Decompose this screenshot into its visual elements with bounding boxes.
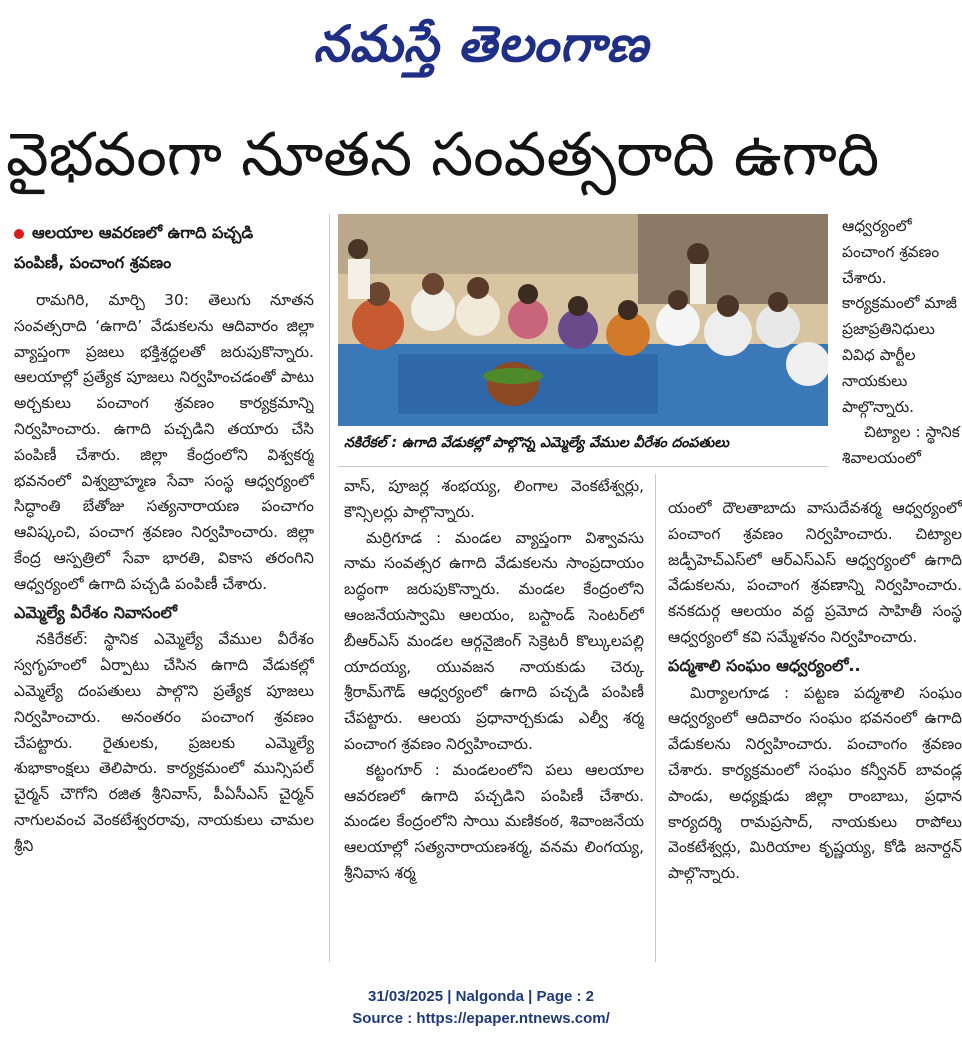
caption-rule — [338, 466, 828, 467]
footer-source-link[interactable]: Source : https://epaper.ntnews.com/ — [352, 1010, 610, 1027]
col3-subheading: పద్మశాలి సంఘం ఆధ్వర్యంలో.. — [668, 655, 861, 675]
column-2 — [344, 474, 644, 962]
col3-top-paragraph-1: ఆధ్వర్యంలో పంచాంగ శ్రవణం చేశారు. కార్యక్రమంలో మాజీ ప్రజాప్రతినిధులు వివిధ పార్టీల నాయకులు పాల్గొన్నారు. — [842, 217, 957, 416]
col3-top-paragraph-2: చిట్యాల : స్థానిక శివాలయంలో — [842, 423, 960, 468]
bullet-icon — [14, 229, 24, 239]
column-divider-2 — [655, 474, 656, 962]
column-3-top — [842, 214, 962, 470]
footer-date-edition: 31/03/2025 | Nalgonda | Page : 2 — [368, 988, 594, 1005]
col2-paragraph-3: కట్టంగూర్ : మండలంలోని పలు ఆలయాల ఆవరణలో ఉగాది పచ్చడిని పంపిణీ చేశారు. మండల కేంద్రంలోని సాయి మణికంఠ, శివాంజనేయ ఆలయాల్లో సత్యనారాయణశర్మ, వనమ లింగయ్య, శ్రీనివాస శర్మ — [344, 760, 644, 882]
col1-subheading: ఎమ్మెల్యే వీరేశం నివాసంలో — [14, 602, 177, 622]
masthead-logo: నమస్తే తెలంగాణ — [313, 15, 649, 73]
col2-paragraph-1: వాస్, పూజర్ల శంభయ్య, లింగాల వెంకటేశ్వర్లు, కౌన్సిలర్లు పాల్గొన్నారు. — [344, 477, 644, 521]
photo-caption: నకిరేకల్ : ఉగాది వేడుకల్లో పాల్గొన్న ఎమ్మెల్యే వేముల వీరేశం దంపతులు — [344, 435, 729, 451]
column-3 — [668, 496, 962, 970]
col2-paragraph-2: మర్రిగూడ : మండల వ్యాప్తంగా విశ్వావసు నామ సంవత్సర ఉగాది వేడుకలను సాంప్రదాయం బద్ధంగా జరుపుకొన్నారు. మండల కేంద్రంలోని ఆంజనేయస్వామి ఆలయం, బస్టాండ్ సెంటర్‌లో బీఆర్ఎస్ మండల ఆర్గనైజింగ్ సెక్రెటరీ కొల్కులపల్లి యాదయ్య, యువజన నాయకుడు చెర్కు శ్రీరామ్‌గౌడ్ ఆధ్వర్యంలో ఉగాది పచ్చడి పంపిణీ చేపట్టారు. ఆలయ ప్రధానార్చకుడు ఎల్వీ శర్మ పంచాంగ శ్రవణం నిర్వహించారు. — [344, 528, 644, 753]
deck-line-1: ఆలయాల ఆవరణలో ఉగాది పచ్చడి — [14, 218, 324, 248]
article-photo — [338, 214, 828, 426]
deck-line-2: పంపిణీ, పంచాంగ శ్రవణం — [14, 253, 172, 272]
article-deck — [14, 218, 324, 278]
col1-paragraph-2: నకిరేకల్: స్థానిక ఎమ్మెల్యే వేముల వీరేశం స్వగృహంలో ఏర్పాటు చేసిన ఉగాది వేడుకల్లో ఎమ్మెల్యే దంపతులు పాల్గొని ప్రత్యేక పూజలు నిర్వహించారు. అనంతరం పంచాంగ శ్రవణం చేపట్టారు. రైతులకు, ప్రజలకు ఎమ్మెల్యే శుభాకాంక్షలు తెలిపారు. కార్యక్రమంలో మున్సిపల్ చైర్మన్ చౌగోని రజిత శ్రీనివాస్, పీఏసీఎస్ చైర్మన్ నాగులవంచ వెంకటేశ్వరరావు, నాయకులు చామల శ్రీని — [14, 630, 314, 855]
col1-paragraph-1: రామగిరి, మార్చి 30: తెలుగు నూతన సంవత్సరాది ‘ఉగాది’ వేడుకలను ఆదివారం జిల్లా వ్యాప్తంగా ప్రజలు భక్తిశ్రద్ధలతో జరుపుకొన్నారు. ఆలయాల్లో ప్రత్యేక పూజలు నిర్వహించడంతో పాటు అర్చకులు పంచాంగ శ్రవణం కార్యక్రమాన్ని నిర్వహించారు. ఉగాది పచ్చడిని తయారు చేసి పంపిణీ చేశారు. జిల్లా కేంద్రంలోని విశ్వకర్మ భవనంలో విశ్వబ్రాహ్మణ సేవా సంస్థ ఆధ్వర్యంలో సిద్ధాంతి బేతోజు సత్యనారాయణ పంచాగం ఆవిష్కంచి, పంచాగ శ్రవణం నిర్వహించారు. జిల్లా కేంద్ర ఆస్పత్రిలో సేవా భారతి, వికాస తరంగిని ఆధ్వర్యంలో ఉగాది పచ్చడి పంపిణీ చేశారు. — [14, 291, 314, 593]
column-1 — [14, 288, 314, 958]
page-headline: వైభవంగా నూతన సంవత్సరాది ఉగాది — [6, 120, 880, 190]
photo-illustration — [338, 214, 828, 426]
col3-paragraph-2: మిర్యాలగూడ : పట్టణ పద్మశాలి సంఘం ఆధ్వర్యంలో ఆదివారం సంఘం భవనంలో ఉగాది వేడుకలను నిర్వహించారు. పంచాంగం శ్రవణం చేశారు. కార్యక్రమంలో సంఘం కన్వీనర్ బావండ్ల పాండు, అధ్యక్షుడు జిల్లా రాంబాబు, ప్రధాన కార్యదర్శి రామప్రసాద్, నాయకులు రాపోలు వెంకటేశ్వర్లు, మిరియాల కృష్ణయ్య, కోడి జనార్దన్ పాల్గొన్నారు. — [668, 683, 962, 883]
col3-paragraph-1: యంలో దౌలతాబాదు వాసుదేవశర్మ ఆధ్వర్యంలో పంచాంగ శ్రవణం నిర్వహించారు. చిట్యాల జడ్పీహెచ్ఎస్‌లో ఆర్ఎస్ఎస్ ఆధ్వర్యంలో ఉగాది వేడుకలను, పంచాంగ శ్రవణాన్ని నిర్వహించారు. కనకదుర్గ ఆలయం వద్ద ప్రమోద సాహితీ సంస్థ ఆధ్వర్యంలో కవి సమ్మేళనం నిర్వహించారు. — [668, 499, 962, 646]
column-divider-1 — [329, 214, 330, 962]
